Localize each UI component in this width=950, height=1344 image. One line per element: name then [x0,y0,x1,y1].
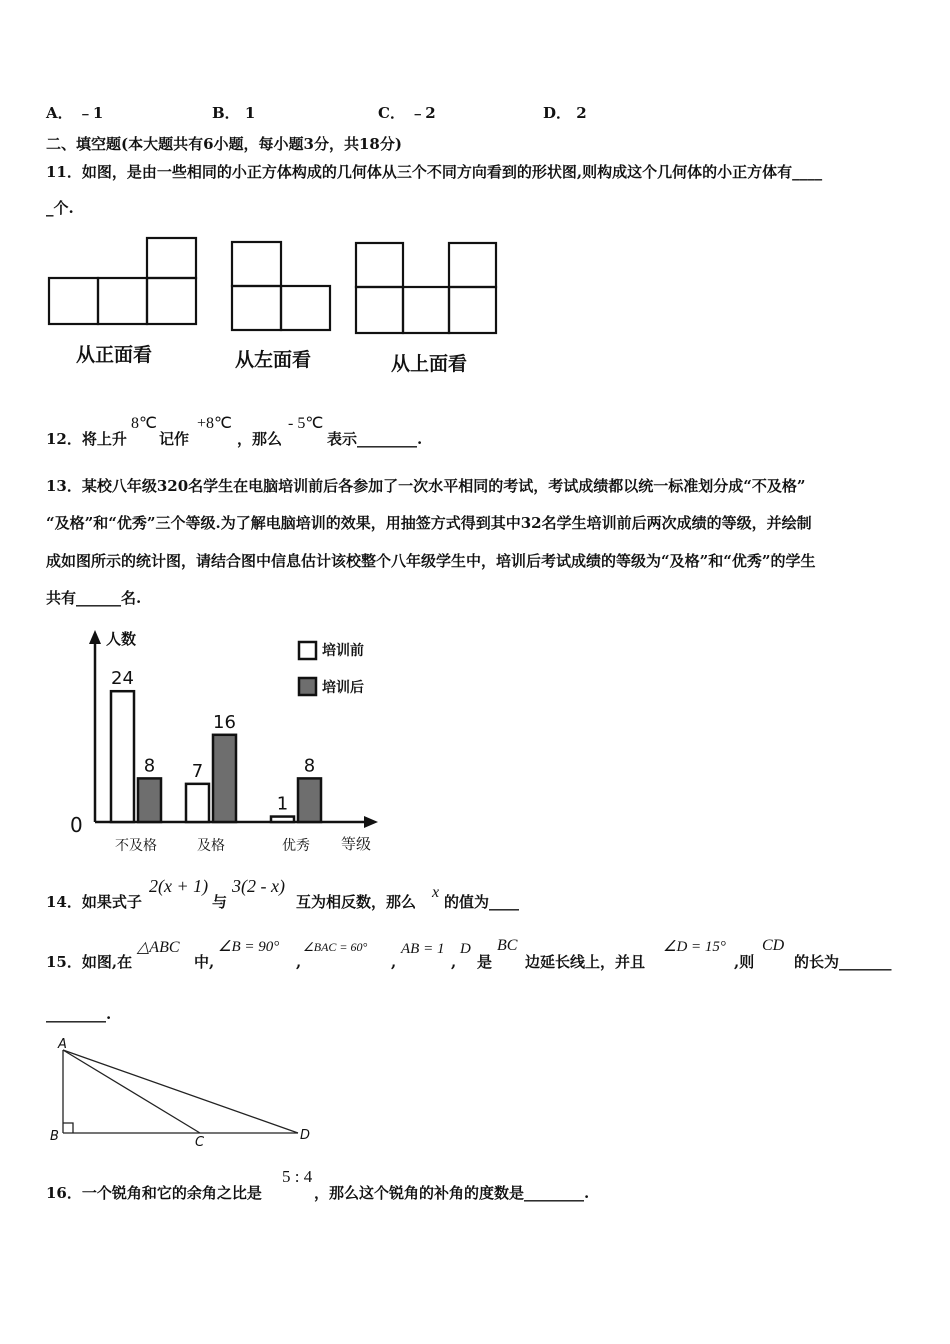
bar-value-label-0-2: 1 [276,793,289,815]
point-b-label: B [50,1129,59,1144]
option-a: A． ﹣1 [46,104,104,122]
q15-line2: ________. [46,1005,112,1023]
x-axis-arrow [364,816,378,828]
q14-text-2: 与 [212,893,228,911]
caption-top-view: 从上面看 [391,353,468,375]
bar-value-label-1-2: 8 [303,755,316,777]
origin-label: 0 [70,813,83,837]
bar-after-1 [213,735,236,822]
grade-bar-chart [60,626,390,861]
caption-left-view: 从左面看 [235,349,312,371]
q15-text-1: 15．如图,在 [46,953,133,971]
q15-math-angle-b: ∠B = 90° [218,939,280,955]
q13-line3: 成如图所示的统计图，请结合图中信息估计该校整个八年级学生中，培训后考试成绩的等级为“及格”和“优秀”的学生 [46,552,816,570]
bar-after-0 [138,778,161,822]
q15-triangle-figure [40,1035,330,1155]
option-d: D． 2 [543,104,587,122]
legend-swatch-after [299,678,316,695]
q11-line2: _个. [46,199,74,217]
q13-line2: “及格”和“优秀”三个等级.为了解电脑培训的效果，用抽签方式得到其中32名学生培训前后两次成绩的等级，并绘制 [46,514,812,532]
q12-text-3: ，那么 [237,430,283,448]
legend-label-after: 培训后 [322,680,364,696]
q16-text-1: 16．一个锐角和它的余角之比是 [46,1184,262,1202]
q11-view-figures [40,230,520,340]
q15-math-ab: AB = 1 [401,941,445,957]
legend-swatch-before [299,642,316,659]
q12-text-2: 记作 [159,430,190,448]
y-axis-arrow [89,630,101,644]
chart-legend [299,642,364,696]
q15-comma-1: , [296,953,302,971]
q12-math-1: 8℃ [131,415,157,432]
q15-text-3: 是 [477,953,493,971]
bar-value-label-0-1: 7 [191,760,204,782]
q11-line1: 11．如图，是由一些相同的小正方体构成的几何体从三个不同方向看到的形状图,则构成这个几何体的小正方体有____ [46,163,823,181]
bar-after-2 [298,778,321,822]
q12-text-1: 12．将上升 [46,430,127,448]
x-tick-label-1: 及格 [197,838,225,854]
q16-text-2: ，那么这个锐角的补角的度数是________. [314,1184,590,1202]
q13-line1: 13．某校八年级320名学生在电脑培训前后各参加了一次水平相同的考试，考试成绩都以统一标准划分成“不及格” [46,477,806,495]
bar-before-1 [186,784,209,822]
q14-math-1: 2(x + 1) [149,876,209,896]
x-axis-label: 等级 [341,835,372,853]
caption-front-view: 从正面看 [76,344,153,366]
q15-comma-2: , [391,953,397,971]
point-c-label: C [195,1135,205,1150]
q15-math-angle-d: ∠D = 15° [663,939,726,955]
x-tick-label-0: 不及格 [115,838,157,854]
bar-before-0 [111,691,134,822]
q16-math-ratio: 5 : 4 [282,1167,313,1186]
q15-text-5: ,则 [734,953,755,971]
section-title: 二、填空题(本大题共有6小题，每小题3分，共18分) [46,135,402,153]
y-axis-label: 人数 [106,630,137,648]
q14-text-3: 互为相反数，那么 [296,893,417,911]
q12-text-4: 表示________. [327,430,423,448]
q15-text-2: 中, [194,953,215,971]
q14-text-4: 的值为____ [444,893,520,911]
q15-math-triangle: △ABC [137,939,180,956]
q14-math-2: 3(2 - x) [232,876,285,896]
q12-math-3: - 5℃ [288,415,324,432]
option-b: B． 1 [212,104,256,122]
x-tick-label-2: 优秀 [282,838,310,854]
option-c: C． ﹣2 [378,104,436,122]
q15-comma-3: , [451,953,457,971]
point-a-label: A [58,1037,67,1052]
q15-math-angle-bac: ∠BAC = 60° [303,940,368,954]
bar-value-label-1-0: 8 [143,755,156,777]
q15-math-d: D [460,941,471,957]
q15-text-4: 边延长线上，并且 [525,953,646,971]
q14-text-1: 14．如果式子 [46,893,142,911]
bar-before-2 [271,817,294,822]
legend-label-before: 培训前 [322,643,364,659]
q15-math-bc: BC [497,937,518,954]
q13-line4: 共有______名. [46,589,142,607]
bar-value-label-1-1: 16 [213,711,236,733]
q14-math-3: x [432,884,440,901]
q15-text-6: 的长为_______ [794,953,892,971]
q12-math-2: +8℃ [197,415,232,432]
bar-value-label-0-0: 24 [111,668,134,690]
q15-math-cd: CD [762,937,785,954]
point-d-label: D [300,1128,311,1143]
